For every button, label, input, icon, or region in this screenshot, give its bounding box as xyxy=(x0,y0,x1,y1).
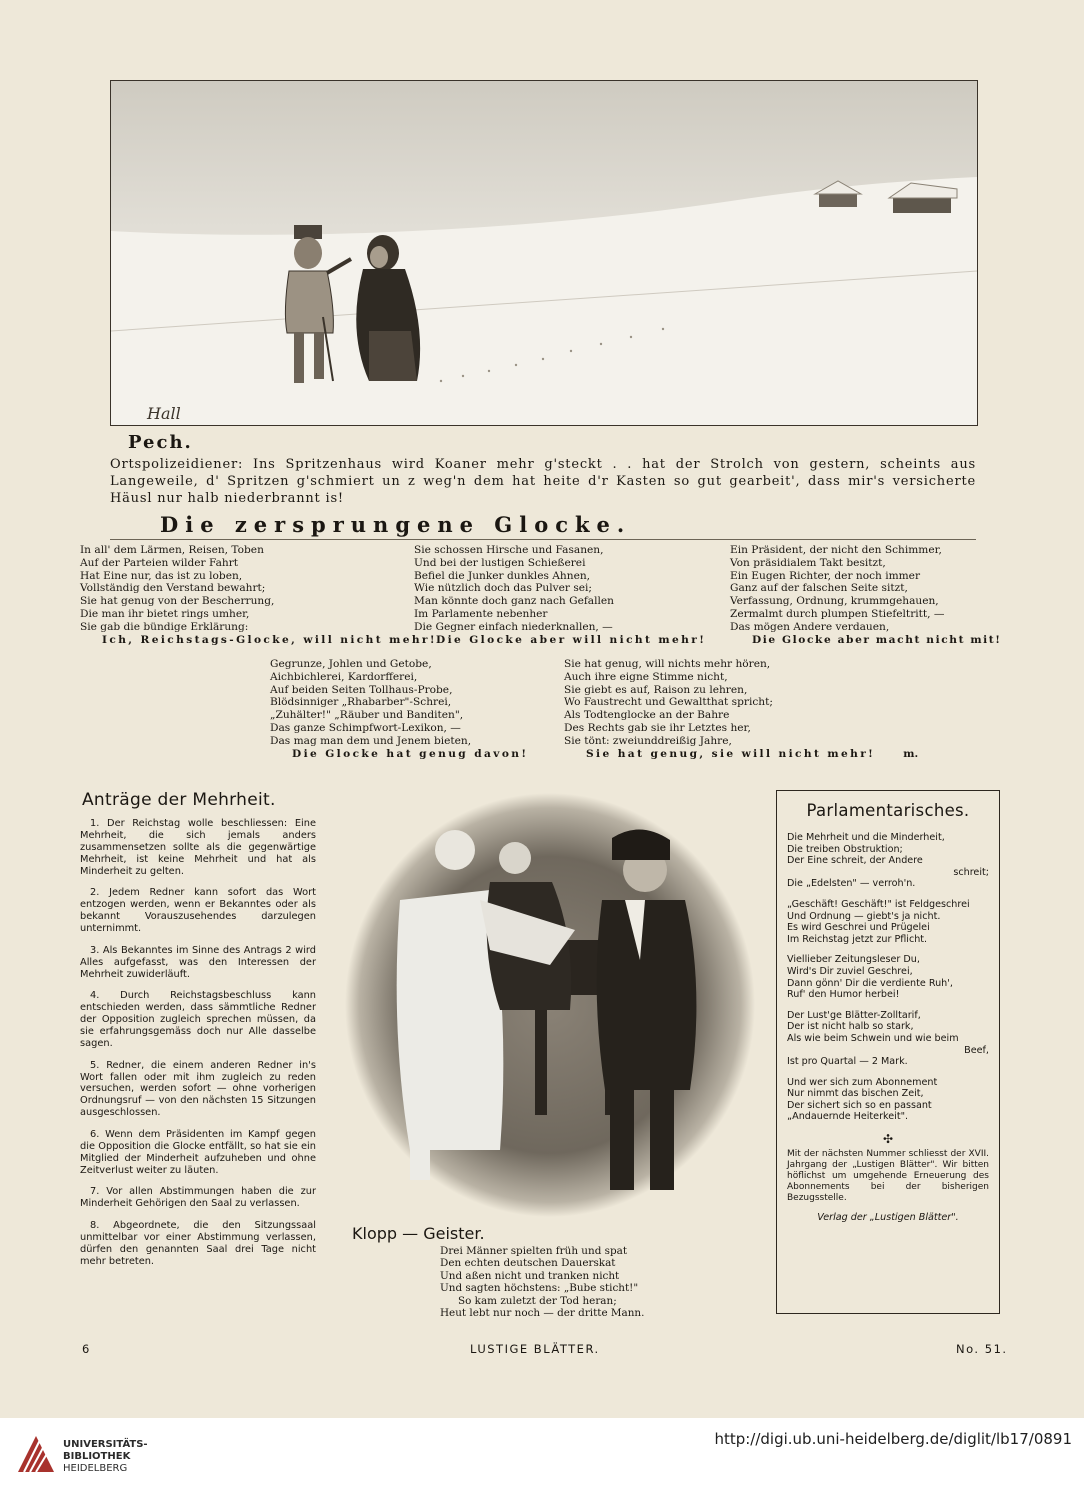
box-line: Der ist nicht halb so stark, xyxy=(787,1021,914,1033)
photo-caption-title: Klopp — Geister. xyxy=(352,1224,485,1243)
box-line: „Geschäft! Geschäft!" ist Feldgeschrei xyxy=(787,898,970,910)
poem-refrain-text: Sie hat genug, sie will nicht mehr! xyxy=(586,747,876,760)
box-stanza xyxy=(787,1077,989,1123)
poem-stanza-1 xyxy=(80,544,437,646)
poem-line: Das mögen Andere verdauen, xyxy=(730,620,890,633)
box-heading: Parlamentarisches. xyxy=(806,801,970,820)
box-stanza xyxy=(787,832,989,890)
box-line: Und wer sich zum Abonnement xyxy=(787,1076,938,1088)
poem-refrain: Die Glocke aber macht nicht mit! xyxy=(752,633,1002,646)
poem-line: Sie giebt es auf, Raison zu lehren, xyxy=(564,683,748,696)
poem-stanza-3 xyxy=(730,544,1002,646)
motion-item: 3. Als Bekanntes im Sinne des Antrags 2 wird Alles aufgefasst, was den Interessen der Mehrheit zuwiderläuft. xyxy=(80,944,316,980)
motion-item: 5. Redner, die einem anderen Redner in's Wort fallen oder mit ihm zugleich zu reden versuchen, werden sofort — ohne vorherigen Ordnungsruf — von den nächsten 15 Sitzungen ausgeschlossen. xyxy=(80,1059,316,1119)
poem-line: Sie tönt: zweiunddreißig Jahre, xyxy=(564,734,732,747)
box-line: Die Mehrheit und die Minderheit, xyxy=(787,832,945,843)
subscription-note: Mit der nächsten Nummer schliesst der XVII. Jahrgang der „Lustigen Blätter". Wir bitten höflichst um umgehende Erneuerung des Abonnements bei der bisherigen Bezugsstelle. xyxy=(787,1149,989,1204)
poem-refrain xyxy=(564,748,918,761)
skat-players-photo xyxy=(340,790,760,1220)
motions-column xyxy=(80,790,316,1271)
poem-line: Und aßen nicht und tranken nicht xyxy=(440,1269,620,1282)
poem-line: Von präsidialem Takt besitzt, xyxy=(730,556,886,569)
box-line: Ruf' den Humor herbei! xyxy=(787,989,900,1001)
poem-line: Blödsinniger „Rhabarber"-Schrei, xyxy=(270,696,452,709)
box-line: Die treiben Obstruktion; xyxy=(787,843,903,855)
photo-caption-poem xyxy=(440,1245,644,1319)
poem-line: Das ganze Schimpfwort-Lexikon, — xyxy=(270,721,461,734)
poem-line: Des Rechts gab sie ihr Letztes her, xyxy=(564,721,751,734)
box-stanza xyxy=(787,1010,989,1068)
title-divider xyxy=(110,539,976,540)
poem-line: Drei Männer spielten früh und spat xyxy=(440,1245,628,1257)
box-line: „Andauernde Heiterkeit". xyxy=(787,1111,909,1123)
poem-refrain: Die Glocke hat genug davon! xyxy=(292,747,529,760)
motion-item: 2. Jedem Redner kann sofort das Wort entzogen werden, wenn er Bekanntes oder als bekannt Vorauszusehendes darzulegen unternimmt. xyxy=(80,887,316,935)
poem-line: In all' dem Lärmen, Reisen, Toben xyxy=(80,544,264,556)
box-line: Die „Edelsten" — verroh'n. xyxy=(787,878,916,890)
poem-line: Die man ihr bietet rings umher, xyxy=(80,607,250,620)
poem-line: Den echten deutschen Dauerskat xyxy=(440,1257,616,1270)
issue-number: No. 51. xyxy=(956,1342,1008,1356)
poem-stanza-4 xyxy=(270,658,528,760)
ornament-divider: ✣ xyxy=(882,1132,894,1147)
journal-name: LUSTIGE BLÄTTER. xyxy=(470,1342,600,1356)
box-stanza xyxy=(787,954,989,1000)
box-line: Dann gönn' Dir die verdiente Ruh', xyxy=(787,977,953,989)
library-name xyxy=(63,1439,148,1475)
box-line: Beef, xyxy=(964,1044,989,1056)
poem-line: Sie gab die bündige Erklärung: xyxy=(80,620,249,633)
poem-line: „Zuhälter!" „Räuber und Banditen", xyxy=(270,709,464,722)
motion-item: 8. Abgeordnete, die den Sitzungssaal unmittelbar vor einer Abstimmung verlassen, dürfen den genannten Saal drei Tage nicht mehr betreten. xyxy=(80,1219,316,1267)
box-stanza xyxy=(787,899,989,945)
poem-line: Auf beiden Seiten Tollhaus-Probe, xyxy=(270,683,453,696)
poem-line: Befiel die Junker dunkles Ahnen, xyxy=(414,569,591,582)
box-line: Viellieber Zeitungsleser Du, xyxy=(787,954,920,966)
motion-item: 6. Wenn dem Präsidenten im Kampf gegen die Opposition die Glocke entfällt, so hat sie ein Mitglied der Minderheit aufzuheben und ohne Zeitverlust weiter zu läuten. xyxy=(80,1128,316,1176)
poem-line: So kam zuletzt der Tod heran; xyxy=(458,1294,617,1307)
poem-line: Verfassung, Ordnung, krummgehauen, xyxy=(730,595,939,608)
poem-signature: m. xyxy=(903,747,919,760)
poem-line: Wo Faustrecht und Gewaltthat spricht; xyxy=(564,696,773,709)
poem-line: Ein Eugen Richter, der noch immer xyxy=(730,569,921,582)
poem-line: Zermalmt durch plumpen Stiefeltritt, — xyxy=(730,607,945,620)
poem-line: Sie schossen Hirsche und Fasanen, xyxy=(414,544,604,556)
poem-line: Das mag man dem und Jenem bieten, xyxy=(270,734,472,747)
poem-line: Wie nützlich doch das Pulver sei; xyxy=(414,582,592,595)
motion-item: 1. Der Reichstag wolle beschliessen: Eine Mehrheit, die sich jemals anders zusammensetzen sollte als die gegenwärtige Mehrheit, ist keine Mehrheit und hat als Minderheit zu gelten. xyxy=(80,818,316,877)
poem-refrain: Ich, Reichstags-Glocke, will nicht mehr! xyxy=(102,633,437,646)
box-line: Wird's Dir zuviel Geschrei, xyxy=(787,965,913,977)
box-line: Der Eine schreit, der Andere xyxy=(787,855,923,867)
poem-line: Auf der Parteien wilder Fahrt xyxy=(80,556,239,569)
poem-line: Und bei der lustigen Schießerei xyxy=(414,556,586,569)
cartoon-title: Pech. xyxy=(128,432,193,453)
poem-line: Heut lebt nur noch — der dritte Mann. xyxy=(440,1307,645,1320)
snow-scene-drawing xyxy=(111,81,977,425)
poem-line: Sie hat genug, will nichts mehr hören, xyxy=(564,658,771,670)
poem-line: Die Gegner einfach niederknallen, — xyxy=(414,620,613,633)
box-line: Nur nimmt das bischen Zeit, xyxy=(787,1088,924,1100)
artist-signature: Hall xyxy=(147,404,181,423)
box-line: Im Reichstag jetzt zur Pflicht. xyxy=(787,933,928,945)
box-line: Ist pro Quartal — 2 Mark. xyxy=(787,1056,908,1068)
snow-scene-illustration xyxy=(110,80,978,426)
box-line: Als wie beim Schwein und wie beim xyxy=(787,1032,959,1044)
poem-line: Im Parlamente nebenher xyxy=(414,607,548,620)
poem-title: Die zersprungene Glocke. xyxy=(160,512,632,537)
poem-line: Gegrunze, Johlen und Getobe, xyxy=(270,658,432,670)
poem-line: Ganz auf der falschen Seite sitzt, xyxy=(730,582,908,595)
library-name-line: HEIDELBERG xyxy=(63,1463,128,1474)
vignette-photo xyxy=(340,790,760,1220)
motions-heading: Anträge der Mehrheit. xyxy=(82,790,276,810)
motion-item: 7. Vor allen Abstimmungen haben die zur Minderheit Gehörigen den Saal zu verlassen. xyxy=(80,1186,316,1210)
cartoon-caption: Ortspolizeidiener: Ins Spritzenhaus wird Koaner mehr g'steckt . . hat der Strolch von gestern, scheints aus Langeweile, d' Spritzen g'schmiert un z weg'n dem hat heite d'r Kasten so gut gearbeit', dass mir's versicherte Häusl nur halb niederbrannt is! xyxy=(110,457,976,506)
box-line: Der sichert sich so en passant xyxy=(787,1099,932,1111)
box-line: Es wird Geschrei und Prügelei xyxy=(787,922,930,934)
parlamentarisches-box xyxy=(776,790,1000,1314)
poem-line: Ein Präsident, der nicht den Schimmer, xyxy=(730,544,942,556)
library-name-line: BIBLIOTHEK xyxy=(63,1451,131,1462)
poem-stanza-2 xyxy=(414,544,706,646)
motion-item: 4. Durch Reichstagsbeschluss kann entschieden werden, dass sämmtliche Redner der Opposition zugleich sprechen müssen, da sie erfahrungsgemäss doch nur Alle dasselbe sagen. xyxy=(80,990,316,1049)
publisher-signature: Verlag der „Lustigen Blätter". xyxy=(817,1212,959,1224)
poem-stanza-5 xyxy=(564,658,918,760)
poem-line: Auch ihre eigne Stimme nicht, xyxy=(564,670,728,683)
box-line: schreit; xyxy=(953,866,989,878)
poem-line: Und sagten höchstens: „Bube sticht!" xyxy=(440,1282,639,1295)
source-url-link[interactable]: http://digi.ub.uni-heidelberg.de/diglit/lb17/0891 xyxy=(714,1430,1072,1448)
poem-line: Als Todtenglocke an der Bahre xyxy=(564,709,730,722)
library-name-line: UNIVERSITÄTS- xyxy=(63,1439,148,1450)
poem-line: Vollständig den Verstand bewahrt; xyxy=(80,582,266,595)
box-line: Der Lust'ge Blätter-Zolltarif, xyxy=(787,1009,921,1021)
page-number: 6 xyxy=(82,1342,91,1356)
poem-line: Hat Eine nur, das ist zu loben, xyxy=(80,569,243,582)
poem-line: Aichbichlerei, Kardorfferei, xyxy=(270,670,418,683)
poem-line: Sie hat genug von der Bescherrung, xyxy=(80,595,275,608)
library-logo-icon xyxy=(14,1432,58,1476)
box-line: Und Ordnung — giebt's ja nicht. xyxy=(787,910,941,922)
poem-line: Man könnte doch ganz nach Gefallen xyxy=(414,595,614,608)
poem-refrain: Die Glocke aber will nicht mehr! xyxy=(436,633,707,646)
